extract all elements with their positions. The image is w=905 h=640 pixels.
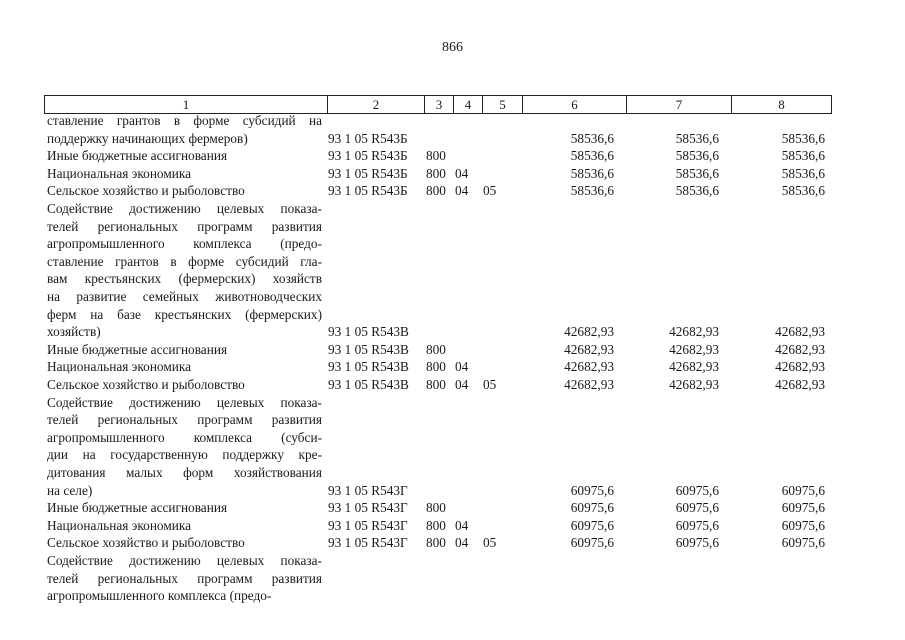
row-description — [47, 182, 322, 200]
budget-code: 93 1 05 R543В — [328, 341, 409, 357]
amount-column-8: 60975,6 — [781, 500, 825, 516]
row-description — [47, 165, 322, 183]
row-description — [47, 376, 322, 394]
amount-column-8: 58536,6 — [781, 183, 825, 199]
amount-column-6: 60975,6 — [570, 535, 614, 551]
budget-code: 93 1 05 R543Б — [328, 130, 408, 146]
section-code: 04 — [455, 517, 469, 533]
table-row — [0, 376, 905, 394]
amount-column-8: 42682,93 — [775, 324, 825, 340]
table-row — [0, 499, 905, 517]
description-line: Сельское хозяйство и рыболовство — [47, 183, 245, 199]
row-description — [47, 341, 322, 359]
row-description — [47, 517, 322, 535]
budget-code: 93 1 05 R543Г — [328, 500, 408, 516]
column-header: 3 — [425, 96, 454, 114]
description-line: Сельское хозяйство и рыболовство — [47, 376, 245, 392]
amount-column-8: 42682,93 — [775, 341, 825, 357]
amount-column-8: 58536,6 — [781, 130, 825, 146]
description-line: вам крестьянских (фермерских) хозяйств — [47, 271, 322, 287]
page-number: 866 — [442, 40, 463, 55]
row-description — [47, 112, 322, 147]
section-code: 04 — [455, 359, 469, 375]
amount-column-7: 58536,6 — [675, 165, 719, 181]
table-row — [0, 394, 905, 500]
table-row — [0, 165, 905, 183]
amount-column-7: 58536,6 — [675, 130, 719, 146]
budget-code: 93 1 05 R543Г — [328, 517, 408, 533]
subsection-code: 05 — [483, 535, 497, 551]
amount-column-8: 60975,6 — [781, 482, 825, 498]
budget-code: 93 1 05 R543В — [328, 324, 409, 340]
column-header: 8 — [732, 96, 832, 114]
row-description — [47, 394, 322, 500]
budget-code: 93 1 05 R543Г — [328, 535, 408, 551]
table-row — [0, 552, 905, 605]
expense-type-code: 800 — [426, 517, 446, 533]
amount-column-6: 58536,6 — [570, 148, 614, 164]
subsection-code: 05 — [483, 376, 497, 392]
budget-table-body — [0, 112, 905, 605]
amount-column-6: 42682,93 — [564, 341, 614, 357]
amount-column-7: 42682,93 — [669, 359, 719, 375]
row-description — [47, 534, 322, 552]
amount-column-8: 60975,6 — [781, 517, 825, 533]
amount-column-7: 60975,6 — [675, 500, 719, 516]
description-line: ставление грантов в форме субсидий на — [47, 113, 322, 128]
budget-code: 93 1 05 R543Г — [328, 482, 408, 498]
subsection-code: 05 — [483, 183, 497, 199]
column-header: 6 — [523, 96, 627, 114]
description-line: Иные бюджетные ассигнования — [47, 341, 228, 357]
expense-type-code: 800 — [426, 376, 446, 392]
budget-code: 93 1 05 R543Б — [328, 183, 408, 199]
amount-column-6: 60975,6 — [570, 482, 614, 498]
amount-column-7: 60975,6 — [675, 535, 719, 551]
budget-code: 93 1 05 R543В — [328, 359, 409, 375]
description-line: ставление грантов в форме субсидий гла- — [47, 253, 322, 269]
expense-type-code: 800 — [426, 148, 446, 164]
description-line: Содействие достижению целевых показа- — [47, 552, 322, 568]
description-line: агропромышленного комплекса (предо- — [47, 588, 272, 604]
description-line: телей региональных программ развития — [47, 218, 322, 234]
table-row — [0, 200, 905, 341]
description-line: телей региональных программ развития — [47, 412, 322, 428]
amount-column-6: 60975,6 — [570, 517, 614, 533]
column-header: 5 — [483, 96, 523, 114]
budget-code: 93 1 05 R543Б — [328, 148, 408, 164]
description-line: Содействие достижению целевых показа- — [47, 200, 322, 216]
amount-column-6: 60975,6 — [570, 500, 614, 516]
amount-column-7: 42682,93 — [669, 324, 719, 340]
column-header: 4 — [454, 96, 483, 114]
table-row — [0, 112, 905, 147]
table-row — [0, 182, 905, 200]
expense-type-code: 800 — [426, 341, 446, 357]
expense-type-code: 800 — [426, 359, 446, 375]
description-line: Иные бюджетные ассигнования — [47, 500, 228, 516]
amount-column-7: 58536,6 — [675, 183, 719, 199]
expense-type-code: 800 — [426, 165, 446, 181]
row-description — [47, 147, 322, 165]
section-code: 04 — [455, 376, 469, 392]
description-line: поддержку начинающих фермеров) — [47, 130, 248, 146]
table-row — [0, 517, 905, 535]
amount-column-8: 58536,6 — [781, 148, 825, 164]
description-line: Содействие достижению целевых показа- — [47, 394, 322, 410]
amount-column-6: 58536,6 — [570, 183, 614, 199]
description-line: Национальная экономика — [47, 517, 192, 533]
table-row — [0, 341, 905, 359]
expense-type-code: 800 — [426, 183, 446, 199]
amount-column-8: 58536,6 — [781, 165, 825, 181]
row-description — [47, 358, 322, 376]
expense-type-code: 800 — [426, 500, 446, 516]
section-code: 04 — [455, 183, 469, 199]
description-line: ферм на базе крестьянских (фермерских) — [47, 306, 322, 322]
section-code: 04 — [455, 535, 469, 551]
table-row — [0, 534, 905, 552]
expense-type-code: 800 — [426, 535, 446, 551]
table-row — [0, 147, 905, 165]
description-line: на селе) — [47, 482, 93, 498]
amount-column-6: 42682,93 — [564, 324, 614, 340]
column-header: 7 — [627, 96, 732, 114]
description-line: дитования малых форм хозяйствования — [47, 464, 322, 480]
description-line: Иные бюджетные ассигнования — [47, 148, 228, 164]
row-description — [47, 499, 322, 517]
description-line: дии на государственную поддержку кре- — [47, 447, 322, 463]
amount-column-6: 42682,93 — [564, 359, 614, 375]
row-description — [47, 552, 322, 605]
description-line: агропромышленного комплекса (субси- — [47, 429, 322, 445]
column-header: 2 — [328, 96, 425, 114]
amount-column-6: 58536,6 — [570, 165, 614, 181]
column-header: 1 — [45, 96, 328, 114]
description-line: Сельское хозяйство и рыболовство — [47, 535, 245, 551]
description-line: агропромышленного комплекса (предо- — [47, 236, 322, 252]
description-line: на развитие семейных животноводческих — [47, 288, 322, 304]
row-description — [47, 200, 322, 341]
budget-code: 93 1 05 R543В — [328, 376, 409, 392]
amount-column-7: 60975,6 — [675, 482, 719, 498]
description-line: Национальная экономика — [47, 359, 192, 375]
amount-column-8: 60975,6 — [781, 535, 825, 551]
section-code: 04 — [455, 165, 469, 181]
amount-column-8: 42682,93 — [775, 359, 825, 375]
amount-column-6: 42682,93 — [564, 376, 614, 392]
amount-column-7: 58536,6 — [675, 148, 719, 164]
budget-code: 93 1 05 R543Б — [328, 165, 408, 181]
table-row — [0, 358, 905, 376]
description-line: Национальная экономика — [47, 165, 192, 181]
amount-column-8: 42682,93 — [775, 376, 825, 392]
amount-column-7: 42682,93 — [669, 376, 719, 392]
description-line: телей региональных программ развития — [47, 570, 322, 586]
amount-column-7: 60975,6 — [675, 517, 719, 533]
amount-column-6: 58536,6 — [570, 130, 614, 146]
amount-column-7: 42682,93 — [669, 341, 719, 357]
description-line: хозяйств) — [47, 324, 101, 340]
